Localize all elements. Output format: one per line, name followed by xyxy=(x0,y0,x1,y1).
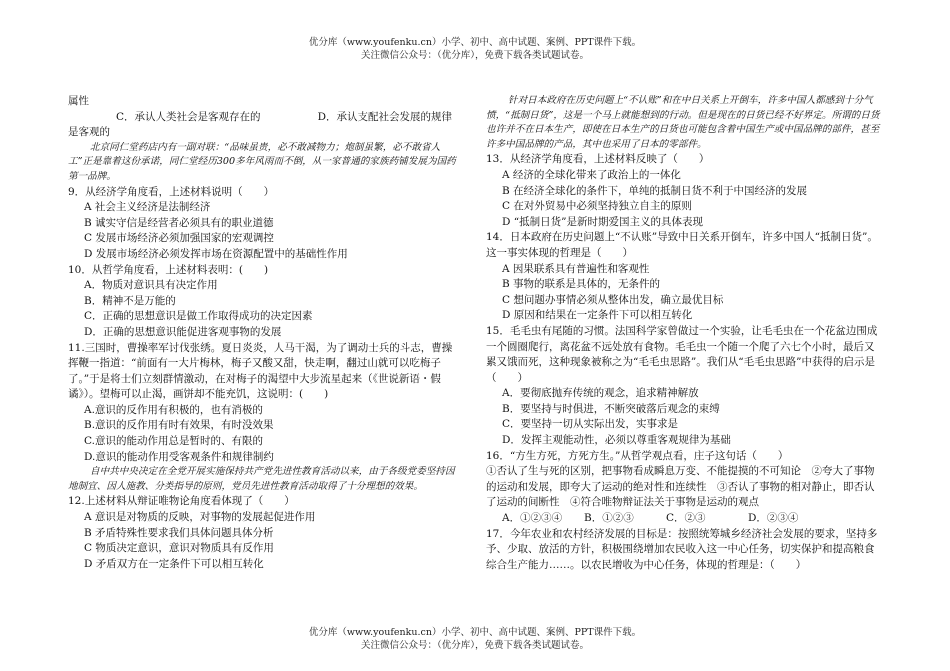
q16-option-b: B．①②③ xyxy=(584,512,634,525)
page-header xyxy=(0,36,950,62)
q13-option-c: C 在对外贸易中必须坚持独立自主的原则 xyxy=(502,200,692,213)
q11-option-d: D.意识的能动作用受客观条件和规律制约 xyxy=(84,450,274,463)
q14-option-b: B 事物的联系是具体的，无条件的 xyxy=(502,278,661,291)
q16-option-d: D．②③④ xyxy=(748,512,799,525)
footer-line-1: 优分库（www.youfenku.cn）小学、初中、高中试题、案例、PPT课件下载。 xyxy=(308,627,642,638)
q15-option-a: A．要彻底抛弃传统的观念，追求精神解放 xyxy=(502,387,699,400)
question-9: 9．从经济学角度看，上述材料说明（ ） xyxy=(68,185,275,198)
q14-option-a: A 因果联系具有普遍性和客观性 xyxy=(502,262,650,275)
header-line-2: 关注微信公众号：（优分库），免费下载各类试题试卷。 xyxy=(360,50,589,61)
question-11: 11.三国时，曹操率军讨伐张绣。夏日炎炎，人马干渴，为了调动士兵的斗志，曹操挥鞭一指道：“前面有一大片梅林，梅子又酸又甜，快走啊，翻过山就可以吃梅子了。”于是将士们立刻群情激动，在对梅子的渴望中大步流星起来（《世说新语・假谲》）。望梅可以止渴，画饼却不能充饥，这说明：( ) xyxy=(68,341,453,401)
q13-option-a: A 经济的全球化带来了政治上的一体化 xyxy=(502,168,681,181)
q16-options-row xyxy=(486,511,884,527)
q8-options-row xyxy=(68,110,458,126)
question-15: 15．毛毛虫有尾随的习惯。法国科学家曾做过一个实验，让毛毛虫在一个花盆边围成一个圆圈爬行，离花盆不远处放有食物。毛毛虫一个随一个爬了六七个小时，最后又累又饿而死，这种现象被称之为“毛毛虫思路”。我们从“毛毛虫思路”中获得的启示是（ ） xyxy=(486,324,878,384)
q11-option-b: B.意识的反作用有时有效果，有时没效果 xyxy=(84,419,274,432)
header-line-1: 优分库（www.youfenku.cn）小学、初中、高中试题、案例、PPT课件下载。 xyxy=(308,37,642,48)
question-13: 13．从经济学角度看，上述材料反映了（ ） xyxy=(486,153,710,166)
q12-option-d: D 矛盾双方在一定条件下可以相互转化 xyxy=(84,557,264,570)
q14-option-c: C 想问题办事情必须从整体出发，确立最优目标 xyxy=(502,293,724,306)
right-column xyxy=(486,94,884,573)
q14-option-d: D 原因和结果在一定条件下可以相互转化 xyxy=(502,309,693,322)
q10-option-b: B．精神不是万能的 xyxy=(84,294,176,307)
fragment-top: 属性 xyxy=(68,95,89,107)
page-footer xyxy=(0,626,950,652)
question-12: 12.上述材料从辩证唯物论角度看体现了（ ） xyxy=(68,495,295,508)
material-japan-goods: 针对日本政府在历史问题上“不认账”和在中日关系上开倒车，许多中国人都感到十分气愤，“抵制日货”，这是一个马上就能想到的行动。但是现在的日货已经不好界定。所谓的日货也许并不在日本生产，即使在日本生产的日货也可能包含着中国生产或中国品牌的部件，甚至许多中国品牌的产品，其中也采用了日本的零部件。 xyxy=(486,95,880,150)
q10-option-a: A．物质对意识具有决定作用 xyxy=(84,279,218,292)
q11-option-c: C.意识的能动作用总是暂时的、有限的 xyxy=(84,435,263,448)
q9-option-a: A 社会主义经济是法制经济 xyxy=(84,201,211,214)
q13-option-d: D “抵制日货”是新时期爱国主义的具体表现 xyxy=(502,215,703,228)
q8-option-d: D．承认支配社会发展的规律 xyxy=(317,110,452,123)
left-column xyxy=(68,94,458,572)
q16-option-c: C．②③ xyxy=(666,512,706,525)
q13-option-b: B 在经济全球化的条件下，单纯的抵制日货不利于中国经济的发展 xyxy=(502,184,808,197)
footer-line-2: 关注微信公众号：（优分库），免费下载各类试题试卷。 xyxy=(360,640,589,651)
material-party-education: 自中共中央决定在全党开展实施保持共产党先进性教育活动以来，由于各级党委坚持因地制宜、因人施教、分类指导的原则，党员先进性教育活动取得了十分理想的效果。 xyxy=(68,466,455,492)
q11-option-a: A.意识的反作用有积极的，也有消极的 xyxy=(84,403,263,416)
q10-option-d: D．正确的思想意识能促进客观事物的发展 xyxy=(84,325,282,338)
q9-option-b: B 诚实守信是经营者必须具有的职业道德 xyxy=(84,216,274,229)
question-16: 16．“方生方死，方死方生。”从哲学观点看，庄子这句话（ ） xyxy=(486,449,789,462)
q12-option-c: C 物质决定意识，意识对物质具有反作用 xyxy=(84,542,274,555)
q9-option-d: D 发展市场经济必须发挥市场在资源配置中的基础性作用 xyxy=(84,247,348,260)
q10-option-c: C．正确的思想意识是做工作取得成功的决定因素 xyxy=(84,310,313,323)
q12-option-a: A 意识是对物质的反映，对事物的发展起促进作用 xyxy=(84,511,316,524)
q8-option-c: C．承认人类社会是客观存在的 xyxy=(116,110,261,123)
question-17: 17．今年农业和农村经济发展的目标是：按照统筹城乡经济社会发展的要求，坚持多予、少取、放活的方针，积极围绕增加农民收入这一中心任务，切实保护和提高粮食综合生产能力……。以农民增收为中心任务，体现的哲理是：（ ） xyxy=(486,527,878,571)
q15-option-b: B．要坚持与时俱进，不断突破落后观念的束缚 xyxy=(502,402,720,415)
fragment-end: 是客观的 xyxy=(68,126,110,139)
material-tongrentang: 北京同仁堂药店内有一副对联：“品味虽贵，必不敢减物力；炮制虽繁，必不敢省人工”正是靠着这份承诺，同仁堂经历300多年风雨而不倒，从一家普通的家族药铺发展为国药第一品牌。 xyxy=(68,141,456,182)
q16-statements: ①否认了生与死的区别，把事物看成瞬息万变、不能提摸的不可知论 ②夸大了事物的运动和发展，即夸大了运动的绝对性和连续性 ③否认了事物的相对静止，即否认了运动的间断性 ④符合唯物辩证法关于事物是运动的观点 xyxy=(486,465,875,509)
q15-option-d: D．发挥主观能动性，必须以尊重客观规律为基础 xyxy=(502,434,731,447)
q16-option-a: A．①②③④ xyxy=(502,512,563,525)
question-14: 14．日本政府在历史问题上“不认账”导致中日关系开倒车，许多中国人“抵制日货”。这一事实体现的哲理是（ ） xyxy=(486,231,878,259)
q12-option-b: B 矛盾特殊性要求我们具体问题具体分析 xyxy=(84,526,274,539)
q15-option-c: C．要坚持一切从实际出发，实事求是 xyxy=(502,418,679,431)
question-10: 10．从哲学角度看，上述材料表明：( ) xyxy=(68,263,269,276)
q9-option-c: C 发展市场经济必须加强国家的宏观调控 xyxy=(84,232,274,245)
